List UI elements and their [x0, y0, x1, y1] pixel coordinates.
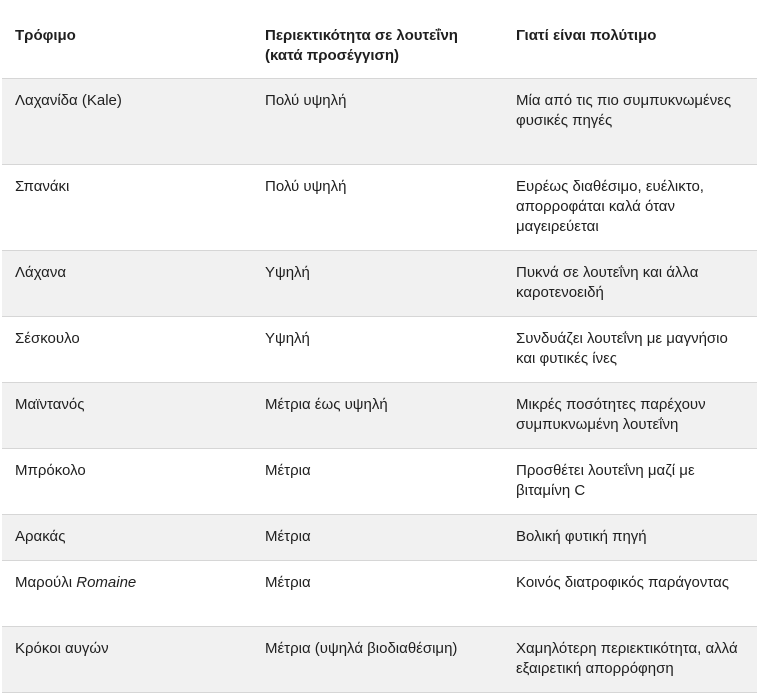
lutein-foods-table-container: [2, 0, 757, 693]
cell-why: Συνδυάζει λουτεΐνη με μαγνήσιο και φυτικές ίνες: [503, 317, 757, 383]
lutein-foods-table: [2, 0, 757, 693]
cell-content: Μέτρια: [252, 561, 503, 627]
cell-content: Μέτρια: [252, 449, 503, 515]
cell-food: Κρόκοι αυγών: [2, 627, 252, 693]
cell-why: Πυκνά σε λουτεΐνη και άλλα καροτενοειδή: [503, 251, 757, 317]
cell-food: Λάχανα: [2, 251, 252, 317]
table-row: [2, 515, 757, 561]
cell-food: Αρακάς: [2, 515, 252, 561]
cell-content: Υψηλή: [252, 251, 503, 317]
table-row: [2, 561, 757, 627]
cell-food-italic-text: Romaine: [76, 574, 137, 591]
header-food: Τρόφιμο: [2, 0, 252, 79]
cell-food: [2, 561, 252, 627]
cell-food: Σπανάκι: [2, 165, 252, 251]
cell-food: Σέσκουλο: [2, 317, 252, 383]
cell-why: Χαμηλότερη περιεκτικότητα, αλλά εξαιρετική απορρόφηση: [503, 627, 757, 693]
table-row: [2, 165, 757, 251]
cell-why: Προσθέτει λουτεΐνη μαζί με βιταμίνη C: [503, 449, 757, 515]
cell-content: Μέτρια (υψηλά βιοδιαθέσιμη): [252, 627, 503, 693]
cell-food: Μπρόκολο: [2, 449, 252, 515]
cell-content: Υψηλή: [252, 317, 503, 383]
cell-why: Μικρές ποσότητες παρέχουν συμπυκνωμένη λουτεΐνη: [503, 383, 757, 449]
table-body: [2, 79, 757, 693]
cell-why: Βολική φυτική πηγή: [503, 515, 757, 561]
cell-content: Πολύ υψηλή: [252, 79, 503, 165]
table-row: [2, 79, 757, 165]
cell-food: Μαϊντανός: [2, 383, 252, 449]
table-row: [2, 317, 757, 383]
table-row: [2, 251, 757, 317]
cell-food: Λαχανίδα (Kale): [2, 79, 252, 165]
table-header: [2, 0, 757, 79]
cell-food-text: Μαρούλι: [15, 574, 77, 591]
header-lutein-content: Περιεκτικότητα σε λουτεΐνη (κατά προσέγγιση): [252, 0, 503, 79]
cell-content: Μέτρια έως υψηλή: [252, 383, 503, 449]
header-why-valuable: Γιατί είναι πολύτιμο: [503, 0, 757, 79]
cell-content: Πολύ υψηλή: [252, 165, 503, 251]
cell-content: Μέτρια: [252, 515, 503, 561]
table-row: [2, 449, 757, 515]
table-row: [2, 383, 757, 449]
cell-why: Κοινός διατροφικός παράγοντας: [503, 561, 757, 627]
header-row: [2, 0, 757, 79]
cell-why: Μία από τις πιο συμπυκνωμένες φυσικές πηγές: [503, 79, 757, 165]
table-row: [2, 627, 757, 693]
cell-why: Ευρέως διαθέσιμο, ευέλικτο, απορροφάται καλά όταν μαγειρεύεται: [503, 165, 757, 251]
